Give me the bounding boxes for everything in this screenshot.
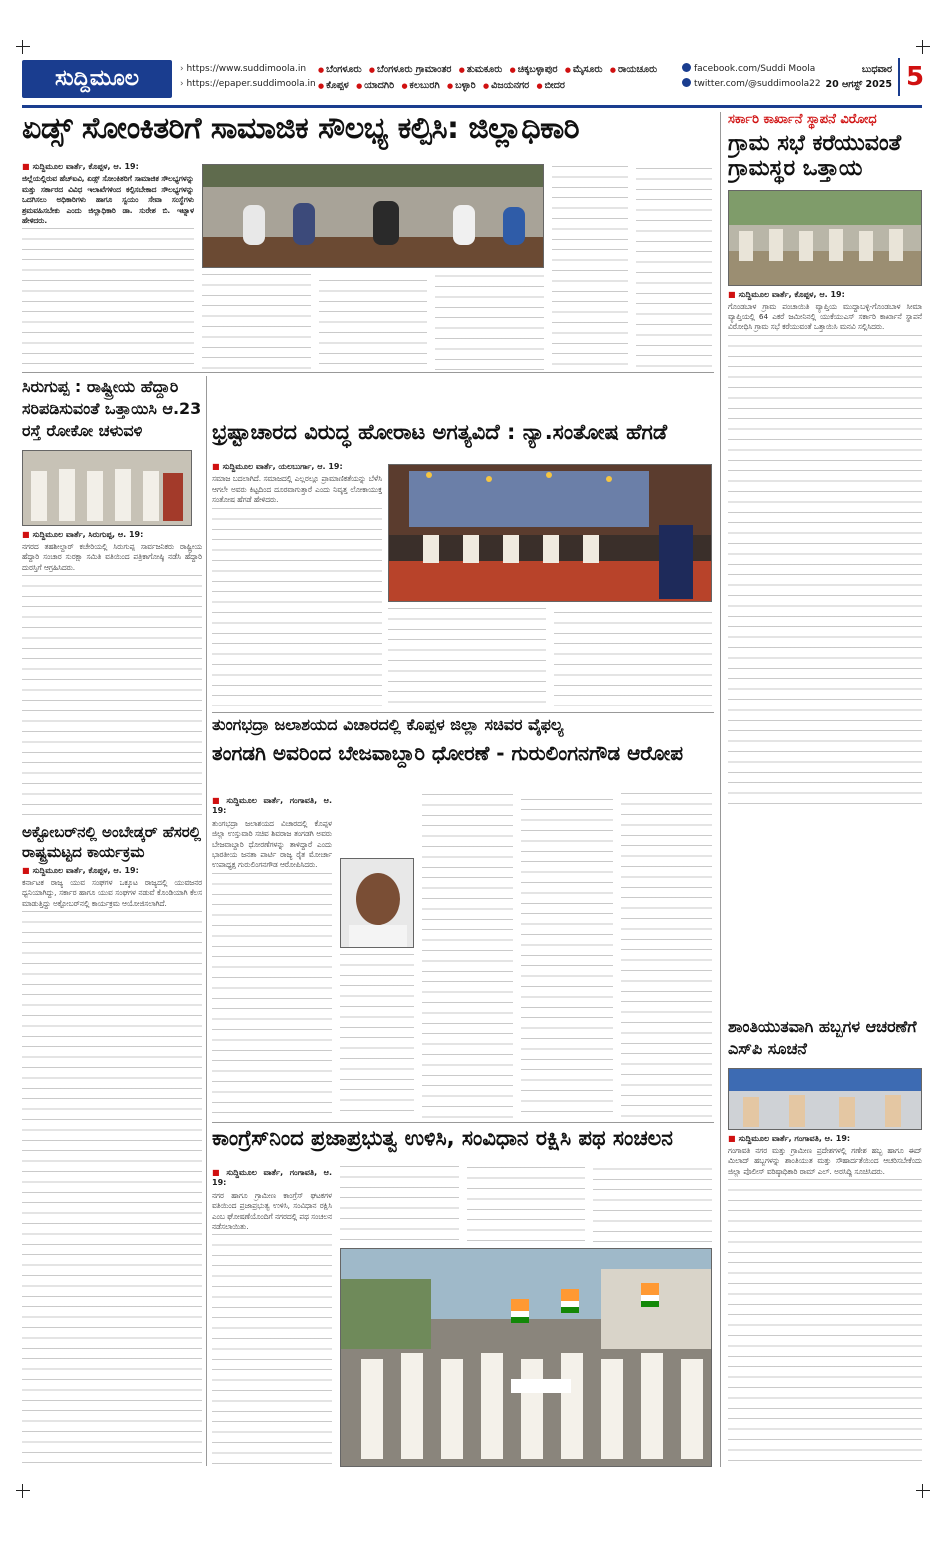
story-text-lines bbox=[552, 164, 712, 370]
story-text-lines bbox=[212, 1234, 332, 1467]
city-item: ● ಬೀದರ bbox=[537, 80, 565, 91]
social-links bbox=[682, 62, 821, 92]
story-continuation bbox=[202, 272, 544, 370]
edition-city-list bbox=[318, 62, 680, 94]
story-headline: ಏಡ್ಸ್ ಸೋಂಕಿತರಿಗೆ ಸಾಮಾಜಿಕ ಸೌಲಭ್ಯ ಕಲ್ಪಿಸಿ: ಜಿಲ್ಲಾಧಿಕಾರಿ bbox=[22, 112, 580, 146]
story-tungabhadra bbox=[212, 716, 712, 1120]
city-item: ● ಚಿಕ್ಕಬಳ್ಳಾಪುರ bbox=[510, 64, 558, 75]
issue-date bbox=[812, 62, 892, 92]
website-link[interactable]: › https://www.suddimoola.in bbox=[180, 62, 316, 77]
story-body: ನಗರ ಹಾಗೂ ಗ್ರಾಮೀಣ ಕಾಂಗ್ರೆಸ್ ಘಟಕಗಳ ವತಿಯಿಂದ ಪ್ರಜಾಪ್ರಭುತ್ವ ಉಳಿಸಿ, ಸಂವಿಧಾನ ರಕ್ಷಿಸಿ ಎಂಬ ಘೋಷಣೆಯೊಂದಿಗೆ ನಗರದಲ್ಲಿ ಪಥ ಸಂಚಲನ ನಡೆಸಲಾಯಿತು. bbox=[212, 1190, 332, 1232]
story-text-lines bbox=[212, 508, 382, 706]
story-headline: ಕಾಂಗ್ರೆಸ್‌ನಿಂದ ಪ್ರಜಾಪ್ರಭುತ್ವ ಉಳಿಸಿ, ಸಂವಿಧಾನ ರಕ್ಷಿಸಿ ಪಥ ಸಂಚಲನ bbox=[212, 1126, 673, 1150]
sp-meeting-photo bbox=[729, 1069, 922, 1130]
story-body: ಗಂಗಾವತಿ ನಗರ ಮತ್ತು ಗ್ರಾಮೀಣ ಪ್ರದೇಶಗಳಲ್ಲಿ ಗಣೇಶ ಹಬ್ಬ ಹಾಗೂ ಈದ್ ಮಿಲಾದ್ ಹಬ್ಬಗಳನ್ನು ಶಾಂತಿಯುತ ಮತ್ತು ಸೌಹಾರ್ದತೆಯಿಂದ ಆಚರಿಸಬೇಕೆಂದು ಜಿಲ್ಲಾ ಪೊಲೀಸ್ ವರಿಷ್ಠಾಧಿಕಾರಿ ರಾಮ್ ಎಲ್. ಅರಸಿದ್ದಿ ಸೂಚಿಸಿದರು. bbox=[728, 1146, 922, 1176]
story-text-lines bbox=[340, 954, 414, 1120]
story-continuation bbox=[422, 792, 712, 1120]
photo-stage-event bbox=[388, 464, 712, 602]
photo-press-meet bbox=[22, 450, 192, 526]
rally-photo bbox=[341, 1249, 712, 1467]
registration-mark bbox=[16, 40, 30, 54]
portrait-photo bbox=[341, 859, 414, 948]
story-october bbox=[22, 822, 202, 1467]
story-text-col bbox=[212, 792, 332, 1120]
city-item: ● ಯಾದಗಿರಿ bbox=[356, 80, 394, 91]
story-text-lines bbox=[388, 606, 712, 706]
website-links bbox=[180, 62, 316, 92]
story-byline: ■ ಸುದ್ದಿಮೂಲ ವಾರ್ತೆ, ಕೊಪ್ಪಳ, ಆ. 19: bbox=[728, 290, 922, 300]
story-gramasabha bbox=[728, 112, 922, 812]
story-headline: ಶಾಂತಿಯುತವಾಗಿ ಹಬ್ಬಗಳ ಆಚರಣೆಗೆ ಎಸ್‌ಪಿ ಸೂಚನೆ bbox=[728, 1017, 917, 1058]
story-text-lines bbox=[422, 792, 712, 1120]
story-highway bbox=[22, 376, 202, 816]
issue-day: ಬುಧವಾರ bbox=[861, 64, 892, 75]
story-body: ನಗರದ ತಹಶೀಲ್ದಾರ್ ಕಚೇರಿಯಲ್ಲಿ ಸಿರುಗುಪ್ಪ ಸಾರ್ವಜನಿಕರು ರಾಷ್ಟ್ರೀಯ ಹೆದ್ದಾರಿ ಸಂಚಾರ ಸುರಕ್ಷಾ ಸಮಿತಿ ವತಿಯಿಂದ ಪತ್ರಿಕಾಗೋಷ್ಠಿ ನಡೆಸಿ ಹೆದ್ದಾರಿ ದುರಸ್ತಿಗೆ ಆಗ್ರಹಿಸಿದರು. bbox=[22, 542, 202, 572]
story-text-lines bbox=[22, 911, 202, 1467]
story-headline: ಗ್ರಾಮ ಸಭೆ ಕರೆಯುವಂತೆ ಗ್ರಾಮಸ್ಥರ ಒತ್ತಾಯ bbox=[728, 131, 902, 182]
story-headline: ಭ್ರಷ್ಟಾಚಾರದ ವಿರುದ್ಧ ಹೋರಾಟ ಅಗತ್ಯವಿದೆ : ನ್ಯಾ.ಸಂತೋಷ ಹೆಗಡೆ bbox=[212, 420, 668, 444]
section-rule bbox=[22, 372, 714, 373]
facebook-link[interactable]: facebook.com/Suddi Moola bbox=[682, 62, 821, 77]
story-byline: ■ ಸುದ್ದಿಮೂಲ ವಾರ್ತೆ, ಸಿರುಗುಪ್ಪ, ಆ. 19: bbox=[22, 530, 202, 540]
city-item: ● ಕಲಬುರಗಿ bbox=[401, 80, 439, 91]
story-congress bbox=[212, 1126, 712, 1467]
facebook-icon bbox=[682, 63, 691, 72]
twitter-icon bbox=[682, 78, 691, 87]
story-body: ಕರ್ನಾಟಕ ರಾಜ್ಯ ಯುವ ಸಂಘಗಳ ಒಕ್ಕೂಟ ರಾಜ್ಯದಲ್ಲಿ ಯುವಜನರ ಧ್ವನಿಯಾಗಿದ್ದು, ಸರ್ಕಾರ ಹಾಗೂ ಯುವ ಸಂಘಗಳ ನಡುವೆ ಕೊಂಡಿಯಾಗಿ ಕೆಲಸ ಮಾಡುತ್ತಿದ್ದು ಅಕ್ಟೋಬರ್‌ನಲ್ಲಿ ಕಾರ್ಯಕ್ರಮ ಆಯೋಜಿಸಲಾಗಿದೆ. bbox=[22, 878, 202, 908]
epaper-link[interactable]: › https://epaper.suddimoola.in bbox=[180, 77, 316, 92]
twitter-link[interactable]: twitter.com/@suddimoola22 bbox=[682, 77, 821, 92]
story-byline: ■ ಸುದ್ದಿಮೂಲ ವಾರ್ತೆ, ಗಂಗಾವತಿ, ಆ. 19: bbox=[212, 796, 332, 817]
story-headline: ಅಕ್ಟೋಬರ್‌ನಲ್ಲಿ ಅಂಬೇಡ್ಕರ್ ಹೆಸರಲ್ಲಿ ರಾಷ್ಟ್ರಮಟ್ಟದ ಕಾರ್ಯಕ್ರಮ bbox=[22, 823, 201, 861]
story-continuation bbox=[388, 606, 712, 706]
registration-mark bbox=[916, 1484, 930, 1498]
photo-rally bbox=[340, 1248, 712, 1467]
newspaper-logo: ಸುದ್ದಿಮೂಲ bbox=[22, 60, 172, 98]
city-item: ● ಕೊಪ್ಪಳ bbox=[318, 80, 349, 91]
stage-event-photo bbox=[389, 465, 712, 602]
city-item: ● ಬಳ್ಳಾರಿ bbox=[447, 80, 476, 91]
page-number: 5 bbox=[898, 58, 922, 96]
story-kicker: ಸರ್ಕಾರಿ ಕಾರ್ಖಾನೆ ಸ್ಥಾಪನೆ ವಿರೋಧ bbox=[728, 112, 877, 127]
meeting-photo bbox=[203, 165, 544, 268]
story-byline: ■ ಸುದ್ದಿಮೂಲ ವಾರ್ತೆ, ಗಂಗಾವತಿ, ಆ. 19: bbox=[212, 1168, 332, 1189]
city-item: ● ಮೈಸೂರು bbox=[565, 64, 603, 75]
city-item: ● ಬೆಂಗಳೂರು ಗ್ರಾಮಾಂತರ bbox=[369, 64, 451, 75]
city-item: ● ವಿಜಯನಗರ bbox=[483, 80, 529, 91]
city-item: ● ಬೆಂಗಳೂರು bbox=[318, 64, 362, 75]
story-body: ಜಿಲ್ಲೆಯಲ್ಲಿರುವ ಹೆಚ್‌ಐವಿ, ಏಡ್ಸ್ ಸೋಂಕಿತರಿಗೆ ಸಾಮಾಜಿಕ ಸೌಲಭ್ಯಗಳನ್ನು ಮತ್ತು ಸರ್ಕಾರದ ವಿವಿಧ ಇಲಾಖೆಗಳಿಂದ ಕಲ್ಪಿಸಬೇಕಾದ ಸೌಲಭ್ಯಗಳನ್ನು ಒದಗಿಸಲು ಅಧಿಕಾರಿಗಳು ಹಾಗೂ ಸ್ವಯಂ ಸೇವಾ ಸಂಸ್ಥೆಗಳು ಶ್ರಮವಹಿಸಬೇಕು ಎಂದು ಜಿಲ್ಲಾಧಿಕಾರಿ ಡಾ. ಸುರೇಶ ಬಿ. ಇಟ್ನಾಳ ಹೇಳಿದರು. bbox=[22, 174, 194, 226]
issue-date-text: 20 ಆಗಸ್ಟ್ 2025 bbox=[825, 79, 892, 90]
photo-aids-meeting bbox=[202, 164, 544, 268]
story-festival bbox=[728, 1016, 922, 1466]
story-text-lines bbox=[202, 272, 544, 370]
registration-mark bbox=[916, 40, 930, 54]
story-text-lines bbox=[22, 228, 194, 370]
photo-villagers bbox=[728, 190, 922, 286]
story-text-lines bbox=[728, 335, 922, 812]
story-continuation bbox=[552, 164, 712, 370]
story-aids bbox=[22, 112, 712, 370]
story-headline: ಸಿರುಗುಪ್ಪ : ರಾಷ್ಟ್ರೀಯ ಹೆದ್ದಾರಿ ಸರಿಪಡಿಸುವಂತೆ ಒತ್ತಾಯಿಸಿ ಆ.23 ರಸ್ತೆ ರೋಕೋ ಚಳುವಳಿ bbox=[22, 377, 202, 440]
registration-mark bbox=[16, 1484, 30, 1498]
story-text-col bbox=[22, 158, 194, 370]
story-byline: ■ ಸುದ್ದಿಮೂಲ ವಾರ್ತೆ, ಕೊಪ್ಪಳ, ಆ. 19: bbox=[22, 162, 194, 172]
story-text-lines bbox=[728, 1179, 922, 1466]
photo-portrait bbox=[340, 858, 414, 948]
story-headline: ತುಂಗಭದ್ರಾ ಜಲಾಶಯದ ವಿಚಾರದಲ್ಲಿ ಕೊಪ್ಪಳ ಜಿಲ್ಲಾ ಸಚಿವರ ವೈಫಲ್ಯ bbox=[212, 716, 564, 734]
story-body: ಗೊಂಡಬಾಳ ಗ್ರಾಮ ಪಂಚಾಯಿತಿ ವ್ಯಾಪ್ತಿಯ ಮುದ್ದಾಬಳ್ಳಿ-ಗೊಂಡಬಾಳ ಸೀಮಾ ವ್ಯಾಪ್ತಿಯಲ್ಲಿ 64 ಎಕರೆ ಜಮೀನಿನಲ್ಲಿ ಯುಕೆಯುಎಸ್ ಸರ್ಕಾರಿ ಕಾರ್ಖಾನೆ ಸ್ಥಾಪನೆ ವಿರೋಧಿಸಿ ಗ್ರಾಮ ಸಭೆ ಕರೆಯುವಂತೆ ಒತ್ತಾಯಿಸಿ ಮನವಿ ಸಲ್ಲಿಸಿದರು. bbox=[728, 301, 922, 332]
city-item: ● ರಾಯಚೂರು bbox=[610, 64, 657, 75]
story-body: ಸಮಾಜ ಬದಲಾಗಿದೆ. ಸಮಾಜದಲ್ಲಿ ಎಲ್ಲರಲ್ಲೂ ಪ್ರಾಮಾಣಿಕತೆಯನ್ನು ಬೆಳೆಸಿ ಆಗಲೇ ಅವರು ಕಿಟ್ಟದಿಂದ ದೂರವಾಗುತ್ತಾರೆ ಎಂದು ನಿವೃತ್ತ ಲೋಕಾಯುಕ್ತ ಸಂತೋಷ ಹೆಗಡೆ ಹೇಳಿದರು. bbox=[212, 474, 382, 505]
city-item: ● ತುಮಕೂರು bbox=[459, 64, 503, 75]
story-text-col bbox=[212, 458, 382, 706]
story-continuation bbox=[340, 1164, 712, 1246]
story-body: ತುಂಗಭದ್ರಾ ಜಲಾಶಯದ ವಿಚಾರದಲ್ಲಿ ಕೊಪ್ಪಳ ಜಿಲ್ಲಾ ಉಸ್ತುವಾರಿ ಸಚಿವ ಶಿವರಾಜ ತಂಗಡಗಿ ಅವರು ಬೇಜವಾಬ್ದಾರಿ ಧೋರಣೆಗಳನ್ನು ತಾಳಿದ್ದಾರೆ ಎಂದು ಭಾರತೀಯ ಜನತಾ ಪಾರ್ಟಿ ರಾಜ್ಯ ರೈತ ಮೋರ್ಚಾ ಉಪಾಧ್ಯಕ್ಷ ಗುರುಲಿಂಗನಗೌಡ ಆರೋಪಿಸಿದರು. bbox=[212, 818, 332, 870]
story-byline: ■ ಸುದ್ದಿಮೂಲ ವಾರ್ತೆ, ಗಂಗಾವತಿ, ಆ. 19: bbox=[728, 1134, 922, 1144]
section-rule bbox=[212, 1122, 714, 1123]
masthead-rule bbox=[22, 105, 922, 108]
story-text-col bbox=[212, 1164, 332, 1467]
masthead bbox=[22, 58, 925, 102]
press-meet-photo bbox=[23, 451, 192, 526]
story-byline: ■ ಸುದ್ದಿಮೂಲ ವಾರ್ತೆ, ಕೊಪ್ಪಳ, ಆ. 19: bbox=[22, 866, 202, 876]
column-rule bbox=[206, 376, 207, 1466]
story-byline: ■ ಸುದ್ದಿಮೂಲ ವಾರ್ತೆ, ಯಲಬುರ್ಗಾ, ಆ. 19: bbox=[212, 462, 382, 472]
story-continuation bbox=[340, 952, 414, 1120]
story-text-lines bbox=[22, 575, 202, 816]
photo-sp-meeting bbox=[728, 1068, 922, 1130]
story-corruption bbox=[212, 420, 712, 710]
section-rule bbox=[212, 712, 714, 713]
column-rule bbox=[720, 112, 721, 1467]
villagers-photo bbox=[729, 191, 922, 286]
story-text-lines bbox=[212, 873, 332, 1120]
story-subheadline: ತಂಗಡಗಿ ಅವರಿಂದ ಬೇಜವಾಬ್ದಾರಿ ಧೋರಣೆ - ಗುರುಲಿಂಗನಗೌಡ ಆರೋಪ bbox=[212, 741, 684, 766]
story-text-lines bbox=[340, 1164, 712, 1246]
